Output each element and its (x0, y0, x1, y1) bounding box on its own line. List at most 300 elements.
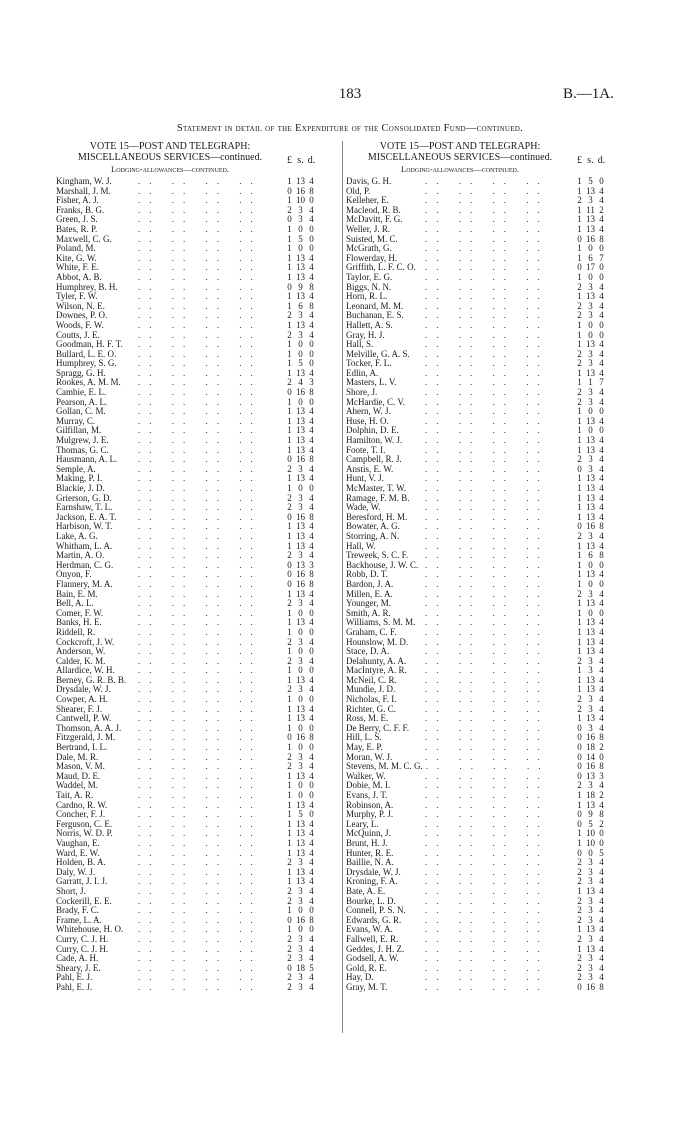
leader-dots: .. .. .. .. (425, 770, 549, 781)
pence-cell: 4 (599, 665, 604, 676)
payee-name: Goodman, H. F. T. (56, 339, 123, 350)
pence-cell: 4 (599, 396, 604, 407)
shillings-cell: 16 (296, 387, 305, 398)
pounds-cell: 2 (577, 972, 582, 983)
payee-name: Graham, C. F. (346, 626, 397, 637)
pence-cell: 4 (309, 847, 314, 858)
shillings-cell: 0 (588, 559, 593, 570)
payee-name: Flannery, M. A. (56, 578, 113, 589)
shillings-cell: 3 (588, 722, 593, 733)
pounds-cell: 1 (577, 607, 582, 618)
pounds-cell: 1 (577, 271, 582, 282)
pence-cell: 8 (599, 981, 604, 992)
leader-dots: .. .. .. .. (425, 559, 549, 570)
leader-dots: .. .. .. .. (138, 377, 262, 388)
shillings-cell: 13 (586, 674, 595, 685)
pounds-cell: 0 (577, 818, 582, 829)
payee-name: May, E. P. (346, 742, 383, 753)
leader-dots: .. .. .. .. (425, 790, 549, 800)
payee-name: Daly, W. J. (56, 866, 96, 877)
pounds-cell: 2 (577, 310, 582, 321)
pounds-cell: 1 (287, 694, 292, 705)
shillings-cell: 13 (296, 271, 305, 282)
pence-cell: 4 (309, 463, 314, 474)
shillings-cell: 13 (586, 569, 595, 580)
pounds-cell: 1 (577, 483, 582, 493)
pounds-cell: 1 (287, 905, 292, 916)
payee-name: Moran, W. J. (346, 751, 393, 762)
pounds-cell: 1 (287, 742, 292, 753)
shillings-cell: 18 (296, 962, 305, 973)
pounds-cell: 1 (577, 377, 582, 388)
leader-dots: .. .. .. .. (138, 291, 262, 302)
leader-dots: .. .. .. .. (425, 694, 549, 705)
leader-dots: .. .. .. .. (138, 300, 262, 311)
payee-name: Hunter, R. E. (346, 847, 394, 858)
pounds-cell: 1 (577, 578, 582, 589)
pounds-cell: 1 (287, 847, 292, 858)
shillings-cell: 0 (298, 646, 303, 657)
pence-cell: 4 (599, 636, 604, 647)
leader-dots: .. .. .. .. (425, 924, 549, 935)
shillings-cell: 3 (298, 972, 303, 983)
payee-name: Cockerill, E. E. (56, 895, 112, 906)
pounds-cell: 0 (287, 732, 292, 743)
payee-name: Banks, H. E. (56, 617, 102, 628)
pounds-cell: 0 (577, 463, 582, 474)
pence-cell: 4 (309, 837, 314, 848)
payee-name: Tyler, F. W. (56, 291, 98, 302)
pence-cell: 4 (309, 972, 314, 983)
pounds-cell: 2 (577, 857, 582, 868)
payee-name: Walker, W. (346, 770, 386, 781)
payee-name: Bate, A. E. (346, 885, 386, 896)
pounds-cell: 1 (287, 348, 292, 359)
shillings-cell: 13 (296, 799, 305, 810)
shillings-cell: 13 (296, 425, 305, 436)
shillings-cell: 13 (296, 540, 305, 551)
shillings-cell: 13 (296, 588, 305, 599)
shillings-cell: 3 (588, 281, 593, 292)
shillings-cell: 3 (298, 550, 303, 561)
leader-dots: .. .. .. .. (425, 271, 549, 282)
payee-name: Mason, V. M. (56, 761, 105, 772)
leader-dots: .. .. .. .. (138, 492, 262, 503)
pence-cell: 4 (599, 962, 604, 973)
leader-dots: .. .. .. .. (425, 252, 549, 263)
payee-name: Hounslow, M. D. (346, 636, 409, 647)
pence-cell: 4 (599, 214, 604, 225)
pounds-cell: 0 (287, 914, 292, 925)
pence-cell: 3 (309, 559, 314, 570)
pounds-cell: 1 (287, 665, 292, 676)
leader-dots: .. .. .. .. (138, 339, 262, 350)
pounds-cell: 1 (577, 885, 582, 896)
leader-dots: .. .. .. .. (138, 502, 262, 513)
pence-cell: 0 (599, 607, 604, 618)
pounds-cell: 2 (577, 300, 582, 311)
pence-cell: 4 (309, 674, 314, 685)
payee-name: Leary, L. (346, 818, 379, 829)
shillings-cell: 13 (296, 847, 305, 858)
leader-dots: .. .. .. .. (425, 569, 549, 580)
shillings-cell: 3 (588, 665, 593, 676)
shillings-cell: 3 (588, 530, 593, 541)
payee-name: Woods, F. W. (56, 319, 104, 330)
pence-cell: 4 (309, 981, 314, 992)
pounds-cell: 1 (577, 223, 582, 234)
pence-cell: 0 (599, 329, 604, 340)
leader-dots: .. .. .. .. (138, 214, 262, 225)
pence-cell: 4 (309, 530, 314, 541)
leader-dots: .. .. .. .. (425, 348, 549, 359)
pence-cell: 4 (309, 761, 314, 772)
shillings-cell: 3 (588, 300, 593, 311)
right-subheading: Lodging-allowances—continued. (401, 164, 519, 174)
pence-cell: 8 (309, 732, 314, 743)
shillings-cell: 13 (586, 598, 595, 609)
pence-cell: 4 (599, 617, 604, 628)
shillings-cell: 3 (588, 655, 593, 666)
shillings-cell: 0 (298, 905, 303, 916)
payee-name: Nicholas, F. I. (346, 694, 397, 705)
leader-dots: .. .. .. .. (138, 617, 262, 628)
payee-name: Franks, B. G. (56, 204, 105, 215)
leader-dots: .. .. .. .. (425, 262, 549, 273)
pounds-cell: 1 (287, 818, 292, 829)
pence-cell: 0 (309, 243, 314, 254)
pounds-cell: 2 (287, 972, 292, 983)
pence-cell: 4 (599, 511, 604, 522)
leader-dots: .. .. .. .. (425, 655, 549, 666)
pounds-cell: 1 (287, 924, 292, 935)
pence-cell: 0 (599, 578, 604, 589)
payee-name: Younger, M. (346, 598, 391, 609)
leader-dots: .. .. .. .. (425, 665, 549, 676)
pounds-cell: 0 (577, 722, 582, 733)
pence-cell: 8 (309, 281, 314, 292)
pounds-cell: 2 (287, 933, 292, 944)
payee-name: Norris, W. D. P. (56, 828, 113, 839)
pounds-cell: 2 (577, 281, 582, 292)
pounds-cell: 1 (577, 329, 582, 340)
leader-dots: .. .. .. .. (138, 262, 262, 273)
leader-dots: .. .. .. .. (425, 377, 549, 388)
pence-cell: 4 (309, 751, 314, 762)
leader-dots: .. .. .. .. (138, 329, 262, 340)
pence-cell: 8 (599, 233, 604, 244)
pence-cell: 4 (309, 895, 314, 906)
pounds-cell: 1 (577, 214, 582, 225)
payee-name: Dale, M. R. (56, 751, 99, 762)
pence-cell: 4 (599, 291, 604, 302)
shillings-cell: 3 (588, 348, 593, 359)
shillings-cell: 13 (586, 415, 595, 426)
leader-dots: .. .. .. .. (425, 857, 549, 868)
pence-cell: 4 (309, 214, 314, 225)
pounds-cell: 1 (577, 943, 582, 954)
shillings-cell: 11 (586, 204, 595, 215)
payee-name: McQuinn, J. (346, 828, 391, 839)
payee-name: White, F. E. (56, 262, 100, 273)
payee-name: Ward, E. W. (56, 847, 100, 858)
pounds-cell: 2 (287, 377, 292, 388)
pence-cell: 8 (309, 578, 314, 589)
leader-dots: .. .. .. .. (425, 905, 549, 916)
pence-cell: 4 (599, 924, 604, 935)
pence-cell: 4 (309, 435, 314, 446)
payee-name: Fallwell, E. R. (346, 933, 399, 944)
leader-dots: .. .. .. .. (425, 684, 549, 695)
payee-name: Edwards, G. R. (346, 914, 402, 925)
shillings-cell: 13 (586, 473, 595, 484)
shillings-cell: 13 (586, 483, 595, 493)
pounds-cell: 0 (577, 732, 582, 743)
pounds-cell: 2 (287, 895, 292, 906)
payee-name: Connell, P. S. N. (346, 905, 406, 916)
leader-dots: .. .. .. .. (425, 185, 549, 196)
pounds-cell: 0 (287, 214, 292, 225)
payee-name: McNeil, C. R. (346, 674, 397, 685)
pence-cell: 4 (599, 885, 604, 896)
leader-dots: .. .. .. .. (138, 367, 262, 378)
leader-dots: .. .. .. .. (138, 435, 262, 446)
leader-dots: .. .. .. .. (138, 684, 262, 695)
payee-name: McDavitt, F. G. (346, 214, 403, 225)
pounds-cell: 1 (287, 866, 292, 877)
shillings-cell: 13 (586, 636, 595, 647)
right-vote-heading: VOTE 15—POST AND TELEGRAPH: MISCELLANEOUS SERVICES—continued. (367, 141, 553, 163)
pence-cell: 4 (599, 463, 604, 474)
shillings-cell: 0 (588, 847, 593, 858)
pence-cell: 0 (309, 646, 314, 657)
pence-cell: 4 (599, 703, 604, 714)
shillings-cell: 0 (298, 722, 303, 733)
pence-cell: 5 (309, 962, 314, 973)
leader-dots: .. .. .. .. (425, 588, 549, 599)
payee-name: Kelleher, E. (346, 195, 389, 206)
shillings-cell: 0 (588, 607, 593, 618)
shillings-cell: 0 (588, 243, 593, 254)
leader-dots: .. .. .. .. (138, 943, 262, 954)
payee-name: Gold, R. E. (346, 962, 387, 973)
payee-name: Backhouse, J. W. C. (346, 559, 419, 570)
shillings-cell: 3 (588, 358, 593, 369)
payee-name: Humphrey, S. G. (56, 358, 117, 369)
pounds-cell: 1 (577, 646, 582, 657)
pence-cell: 4 (599, 358, 604, 369)
leader-dots: .. .. .. .. (138, 972, 262, 983)
shillings-cell: 6 (298, 300, 303, 311)
payee-name: Murray, C. (56, 415, 96, 426)
payee-name: Leonard, M. M. (346, 300, 404, 311)
payee-name: Maxwell, C. G. (56, 233, 112, 244)
pounds-cell: 1 (577, 636, 582, 647)
leader-dots: .. .. .. .. (425, 387, 549, 398)
page-reference: B.—1A. (563, 86, 614, 102)
pence-cell: 4 (599, 473, 604, 484)
shillings-cell: 0 (298, 223, 303, 234)
pence-cell: 4 (309, 885, 314, 896)
shillings-cell: 13 (296, 176, 305, 186)
pounds-cell: 0 (577, 847, 582, 858)
pence-cell: 4 (309, 204, 314, 215)
leader-dots: .. .. .. .. (425, 195, 549, 206)
leader-dots: .. .. .. .. (138, 674, 262, 685)
payee-name: Harbison, W. T. (56, 521, 113, 532)
leader-dots: .. .. .. .. (425, 617, 549, 628)
pounds-cell: 2 (577, 530, 582, 541)
payee-name: Kingham, W. J. (56, 176, 112, 186)
leader-dots: .. .. .. .. (138, 559, 262, 570)
pounds-cell: 1 (287, 703, 292, 714)
pence-cell: 4 (309, 617, 314, 628)
shillings-cell: 3 (588, 962, 593, 973)
shillings-cell: 3 (588, 895, 593, 906)
payee-name: Edlin, A. (346, 367, 379, 378)
payee-name: Brunt, H. J. (346, 837, 388, 848)
pence-cell: 4 (599, 569, 604, 580)
leader-dots: .. .. .. .. (425, 866, 549, 877)
payee-name: Bell, A. L. (56, 598, 94, 609)
pence-cell: 4 (309, 319, 314, 330)
pounds-cell: 1 (287, 722, 292, 733)
payee-name: Lake, A. G. (56, 530, 98, 541)
pounds-cell: 1 (287, 223, 292, 234)
leader-dots: .. .. .. .. (138, 444, 262, 455)
pounds-cell: 1 (287, 780, 292, 791)
leader-dots: .. .. .. .. (138, 540, 262, 551)
pounds-cell: 1 (577, 339, 582, 350)
shillings-cell: 0 (298, 790, 303, 800)
shillings-cell: 3 (588, 905, 593, 916)
pence-cell: 0 (599, 751, 604, 762)
pence-cell: 8 (309, 300, 314, 311)
page-number: 183 (338, 86, 362, 102)
leader-dots: .. .. .. .. (425, 953, 549, 964)
pence-cell: 4 (309, 857, 314, 868)
payee-name: Buchanan, E. S. (346, 310, 404, 321)
leader-dots: .. .. .. .. (138, 454, 262, 465)
leader-dots: .. .. .. .. (425, 454, 549, 465)
pounds-cell: 1 (577, 790, 582, 800)
leader-dots: .. .. .. .. (138, 204, 262, 215)
leader-dots: .. .. .. .. (138, 626, 262, 637)
payee-name: Semple, A. (56, 463, 96, 474)
pence-cell: 8 (599, 550, 604, 561)
leader-dots: .. .. .. .. (425, 243, 549, 254)
leader-dots: .. .. .. .. (425, 828, 549, 839)
pence-cell: 3 (309, 377, 314, 388)
pence-cell: 4 (309, 598, 314, 609)
pounds-cell: 1 (577, 473, 582, 484)
payee-name: Ferguson, C. E. (56, 818, 113, 829)
shillings-cell: 16 (586, 732, 595, 743)
payee-name: Evans, J. T. (346, 790, 388, 800)
shillings-cell: 3 (298, 492, 303, 503)
shillings-cell: 5 (588, 818, 593, 829)
shillings-cell: 3 (298, 895, 303, 906)
shillings-cell: 16 (296, 511, 305, 522)
right-column (342, 141, 623, 1033)
leader-dots: .. .. .. .. (425, 962, 549, 973)
shillings-cell: 3 (588, 588, 593, 599)
leader-dots: .. .. .. .. (425, 233, 549, 244)
shillings-cell: 13 (586, 770, 595, 781)
shillings-cell: 13 (296, 473, 305, 484)
pence-cell: 4 (309, 876, 314, 887)
shillings-cell: 5 (298, 233, 303, 244)
shillings-cell: 13 (586, 444, 595, 455)
payee-name: Pahl, E. J. (56, 981, 93, 992)
pence-cell: 4 (599, 972, 604, 983)
shillings-cell: 13 (296, 252, 305, 263)
leader-dots: .. .. .. .. (138, 598, 262, 609)
pence-cell: 4 (309, 684, 314, 695)
leader-dots: .. .. .. .. (425, 176, 549, 186)
pence-cell: 4 (599, 223, 604, 234)
pounds-cell: 1 (577, 425, 582, 436)
shillings-cell: 0 (588, 271, 593, 282)
pounds-cell: 1 (577, 176, 582, 186)
pence-cell: 8 (599, 761, 604, 772)
shillings-cell: 13 (296, 291, 305, 302)
leader-dots: .. .. .. .. (425, 742, 549, 753)
leader-dots: .. .. .. .. (425, 473, 549, 484)
payee-name: Horn, R. L. (346, 291, 388, 302)
leader-dots: .. .. .. .. (138, 473, 262, 484)
leader-dots: .. .. .. .. (138, 223, 262, 234)
leader-dots: .. .. .. .. (138, 195, 262, 206)
pounds-cell: 0 (577, 521, 582, 532)
leader-dots: .. .. .. .. (138, 271, 262, 282)
leader-dots: .. .. .. .. (138, 550, 262, 561)
leader-dots: .. .. .. .. (425, 876, 549, 887)
pounds-cell: 1 (287, 291, 292, 302)
pence-cell: 7 (599, 252, 604, 263)
leader-dots: .. .. .. .. (425, 972, 549, 983)
pence-cell: 0 (309, 924, 314, 935)
pence-cell: 0 (309, 358, 314, 369)
payee-name: Treweek, S. C. F. (346, 550, 409, 561)
pence-cell: 4 (599, 540, 604, 551)
pounds-cell: 1 (287, 607, 292, 618)
right-currency-header (574, 155, 607, 166)
pence-cell: 4 (599, 646, 604, 657)
shillings-cell: 13 (586, 511, 595, 522)
leader-dots: .. .. .. .. (138, 252, 262, 263)
pence-cell: 4 (599, 933, 604, 944)
pence-cell: 4 (599, 694, 604, 705)
pence-cell: 4 (309, 713, 314, 724)
shillings-cell: 16 (296, 185, 305, 196)
pounds-cell: 0 (287, 578, 292, 589)
leader-dots: .. .. .. .. (138, 348, 262, 359)
pounds-cell: 1 (577, 569, 582, 580)
payee-name: McMaster, T. W. (346, 483, 407, 493)
payee-name: Downes, P. O. (56, 310, 108, 321)
payee-name: Gollan, C. M. (56, 406, 106, 417)
payee-name: Marshall, J. M. (56, 185, 111, 196)
pence-cell: 4 (309, 329, 314, 340)
pounds-cell: 2 (287, 463, 292, 474)
shillings-cell: 0 (588, 425, 593, 436)
payee-name: Onyon, F. (56, 569, 92, 580)
shillings-cell: 3 (588, 454, 593, 465)
leader-dots: .. .. .. .. (425, 847, 549, 858)
pence-cell: 4 (599, 454, 604, 465)
pounds-cell: 1 (577, 502, 582, 513)
